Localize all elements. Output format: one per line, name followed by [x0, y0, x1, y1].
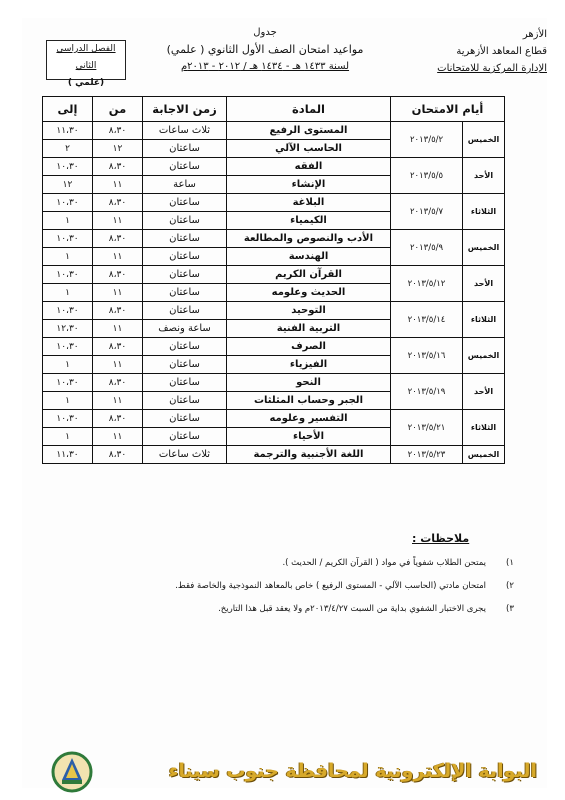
exam-day: الخميس — [463, 122, 505, 158]
exam-date: ٢٠١٣/٥/١٢ — [391, 266, 463, 302]
note-item — [62, 581, 522, 591]
subject-cell: القرآن الكريم — [227, 266, 391, 284]
exam-day: الخميس — [463, 338, 505, 374]
title-main: مواعيد امتحان الصف الأول الثانوي ( علمي) — [166, 43, 364, 56]
from-time-cell: ١١ — [93, 284, 143, 302]
duration-cell: ساعتان — [143, 212, 227, 230]
to-time-cell: ١١،٣٠ — [43, 122, 93, 140]
governorate-emblem-icon — [50, 750, 94, 794]
exam-day: الأحد — [463, 158, 505, 194]
duration-cell: ساعتان — [143, 194, 227, 212]
semester-line-2: ( علمي) — [67, 78, 105, 88]
from-time-cell: ١١ — [93, 212, 143, 230]
subject-cell: التوحيد — [227, 302, 391, 320]
table-row — [43, 374, 505, 392]
duration-cell: ساعتان — [143, 248, 227, 266]
to-time-cell: ١ — [43, 428, 93, 446]
table-row — [43, 302, 505, 320]
duration-cell: ساعتان — [143, 266, 227, 284]
to-time-cell: ١ — [43, 356, 93, 374]
duration-cell: ساعتان — [143, 302, 227, 320]
header-subject: المادة — [227, 97, 391, 122]
exam-date: ٢٠١٣/٥/٢ — [391, 122, 463, 158]
semester-line-1: الفصل الدراسي الثاني — [56, 44, 116, 71]
from-time-cell: ٨،٣٠ — [93, 410, 143, 428]
duration-cell: ساعتان — [143, 338, 227, 356]
subject-cell: الفقه — [227, 158, 391, 176]
note-text: يجرى الاختبار الشفوي بداية من السبت ٢٠١٣/٤/٢٧م ولا يعقد قبل هذا التاريخ. — [218, 604, 486, 614]
to-time-cell: ١١،٣٠ — [43, 446, 93, 464]
exam-date: ٢٠١٣/٥/١٦ — [391, 338, 463, 374]
exam-day: الثلاثاء — [463, 194, 505, 230]
exam-date: ٢٠١٣/٥/١٩ — [391, 374, 463, 410]
table-row — [43, 266, 505, 284]
subject-cell: الجبر وحساب المثلثات — [227, 392, 391, 410]
note-number: ٣) — [506, 604, 514, 614]
to-time-cell: ١٢،٣٠ — [43, 320, 93, 338]
subject-cell: المستوى الرفيع — [227, 122, 391, 140]
document-title — [140, 24, 390, 75]
to-time-cell: ١٠،٣٠ — [43, 302, 93, 320]
from-time-cell: ١١ — [93, 392, 143, 410]
exam-date: ٢٠١٣/٥/٢١ — [391, 410, 463, 446]
subject-cell: البلاغة — [227, 194, 391, 212]
document-page — [22, 18, 547, 788]
from-time-cell: ٨،٣٠ — [93, 230, 143, 248]
table-row — [43, 338, 505, 356]
duration-cell: ساعتان — [143, 158, 227, 176]
to-time-cell: ١٠،٣٠ — [43, 230, 93, 248]
table-row — [43, 230, 505, 248]
table-row — [43, 122, 505, 140]
note-item — [62, 558, 522, 568]
header-from: من — [93, 97, 143, 122]
from-time-cell: ١١ — [93, 356, 143, 374]
note-item — [62, 604, 522, 614]
to-time-cell: ١٠،٣٠ — [43, 158, 93, 176]
to-time-cell: ١ — [43, 284, 93, 302]
from-time-cell: ٨،٣٠ — [93, 122, 143, 140]
semester-box — [46, 40, 126, 88]
note-text: امتحان مادتي (الحاسب الآلي - المستوى الرفيع ) خاص بالمعاهد النموذجية والخاصة فقط. — [175, 581, 486, 591]
exam-day: الأحد — [463, 266, 505, 302]
table-row — [43, 446, 505, 464]
to-time-cell: ١٠،٣٠ — [43, 338, 93, 356]
to-time-cell: ١ — [43, 248, 93, 266]
from-time-cell: ١١ — [93, 428, 143, 446]
exam-day: الخميس — [463, 446, 505, 464]
header-days: أيام الامتحان — [391, 97, 505, 122]
exam-day: الثلاثاء — [463, 410, 505, 446]
duration-cell: ساعة — [143, 176, 227, 194]
duration-cell: ساعتان — [143, 410, 227, 428]
from-time-cell: ١١ — [93, 176, 143, 194]
title-year: لسنة ١٤٣٣ هـ - ١٤٣٤ هـ / ٢٠١٢ - ٢٠١٣م — [180, 61, 350, 72]
to-time-cell: ١٠،٣٠ — [43, 410, 93, 428]
exam-day: الثلاثاء — [463, 302, 505, 338]
to-time-cell: ١ — [43, 212, 93, 230]
exam-date: ٢٠١٣/٥/١٤ — [391, 302, 463, 338]
header-to: إلى — [43, 97, 93, 122]
duration-cell: ساعتان — [143, 140, 227, 158]
from-time-cell: ٨،٣٠ — [93, 266, 143, 284]
from-time-cell: ٨،٣٠ — [93, 338, 143, 356]
exam-date: ٢٠١٣/٥/٥ — [391, 158, 463, 194]
from-time-cell: ٨،٣٠ — [93, 194, 143, 212]
subject-cell: التربية الفنية — [227, 320, 391, 338]
subject-cell: الأدب والنصوص والمطالعة — [227, 230, 391, 248]
to-time-cell: ١ — [43, 392, 93, 410]
subject-cell: الهندسة — [227, 248, 391, 266]
subject-cell: الأحياء — [227, 428, 391, 446]
from-time-cell: ٨،٣٠ — [93, 158, 143, 176]
to-time-cell: ١٠،٣٠ — [43, 374, 93, 392]
exam-schedule-table — [42, 96, 505, 464]
exam-date: ٢٠١٣/٥/٩ — [391, 230, 463, 266]
duration-cell: ساعتان — [143, 284, 227, 302]
from-time-cell: ١١ — [93, 320, 143, 338]
duration-cell: ساعتان — [143, 392, 227, 410]
exam-day: الخميس — [463, 230, 505, 266]
duration-cell: ساعة ونصف — [143, 320, 227, 338]
subject-cell: اللغة الأجنبية والترجمة — [227, 446, 391, 464]
org-line-2: قطاع المعاهد الأزهرية — [456, 46, 547, 57]
footer-banner — [82, 756, 547, 794]
duration-cell: ساعتان — [143, 356, 227, 374]
to-time-cell: ٢ — [43, 140, 93, 158]
note-text: يمتحن الطلاب شفوياً في مواد ( القرآن الكريم / الحديث ). — [282, 558, 486, 568]
subject-cell: الفيزياء — [227, 356, 391, 374]
organization-header — [397, 26, 547, 77]
table-row — [43, 158, 505, 176]
duration-cell: ثلاث ساعات — [143, 446, 227, 464]
from-time-cell: ١١ — [93, 248, 143, 266]
subject-cell: الصرف — [227, 338, 391, 356]
subject-cell: النحو — [227, 374, 391, 392]
subject-cell: التفسير وعلومه — [227, 410, 391, 428]
table-row — [43, 410, 505, 428]
subject-cell: الإنشاء — [227, 176, 391, 194]
table-header-row — [43, 97, 505, 122]
header-duration: زمن الاجابة — [143, 97, 227, 122]
subject-cell: الكيمياء — [227, 212, 391, 230]
org-line-3: الإدارة المركزية للامتحانات — [437, 63, 547, 74]
duration-cell: ساعتان — [143, 374, 227, 392]
duration-cell: ساعتان — [143, 428, 227, 446]
table-body — [43, 122, 505, 464]
note-number: ٢) — [506, 581, 514, 591]
to-time-cell: ١٢ — [43, 176, 93, 194]
table-row — [43, 194, 505, 212]
from-time-cell: ٨،٣٠ — [93, 302, 143, 320]
banner-text: البوابة الإلكترونية لمحافظة جنوب سيناء — [168, 760, 537, 782]
title-word: جدول — [253, 27, 277, 38]
subject-cell: الحديث وعلومه — [227, 284, 391, 302]
notes-list — [62, 558, 522, 627]
subject-cell: الحاسب الآلي — [227, 140, 391, 158]
notes-title: ملاحظات : — [412, 532, 470, 545]
from-time-cell: ١٢ — [93, 140, 143, 158]
to-time-cell: ١٠،٣٠ — [43, 266, 93, 284]
note-number: ١) — [506, 558, 514, 568]
exam-day: الأحد — [463, 374, 505, 410]
from-time-cell: ٨،٣٠ — [93, 446, 143, 464]
org-line-1: الأزهر — [522, 29, 547, 40]
duration-cell: ساعتان — [143, 230, 227, 248]
exam-date: ٢٠١٣/٥/٧ — [391, 194, 463, 230]
from-time-cell: ٨،٣٠ — [93, 374, 143, 392]
to-time-cell: ١٠،٣٠ — [43, 194, 93, 212]
exam-date: ٢٠١٣/٥/٢٣ — [391, 446, 463, 464]
duration-cell: ثلاث ساعات — [143, 122, 227, 140]
